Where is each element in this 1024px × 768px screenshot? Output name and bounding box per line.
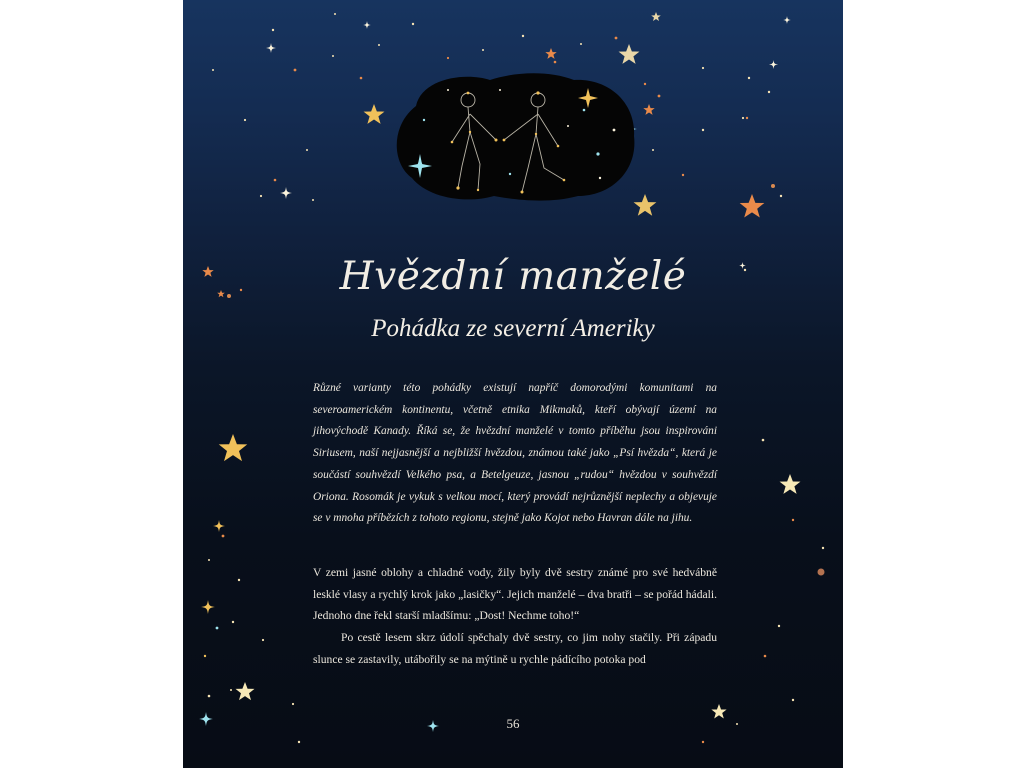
page-subtitle: Pohádka ze severní Ameriky	[371, 315, 655, 342]
story-paragraph: V zemi jasné oblohy a chladné vody, žily byly dvě sestry známé pro své hedvábně lesklé vlasy a rychlý krok jako „lasičky“. Jejich manželé – dva bratři – se pořád hádali. Jednoho dne řekl starší mladšímu: „Dost! Nechme toho!“	[313, 566, 717, 623]
page-number: 56	[506, 716, 520, 731]
constellation-icon	[388, 70, 638, 202]
book-page	[183, 0, 843, 768]
page-title: Hvězdní manželé	[339, 254, 687, 299]
intro-paragraph: Různé varianty této pohádky existují napříč domorodými komunitami na severoamerickém kontinentu, včetně etnika Mikmaků, kteří obývají území na jihovýchodě Kanady. Říká se, že hvězdní manželé v tomto příběhu jsou inspirováni Siriusem, naší nejjasnější a nejbližší hvězdou, známou také jako „Psí hvězda“, která je součástí souhvězdí Velkého psa, a Betelgeuze, jasnou „rudou“ hvězdou v souhvězdí Oriona. Rosomák je vykuk s velkou mocí, který provádí nejrůznější neplechy a objevuje se v mnoha příbězích z tohoto regionu, stejně jako Kojot nebo Havran dále na jihu.	[313, 382, 717, 525]
story-paragraph: Po cestě lesem skrz údolí spěchaly dvě sestry, co jim nohy stačily. Při západu slunce se zastavily, utábořily se na mýtině u rychle pádícího potoka pod	[313, 631, 717, 666]
story-text	[313, 562, 717, 671]
